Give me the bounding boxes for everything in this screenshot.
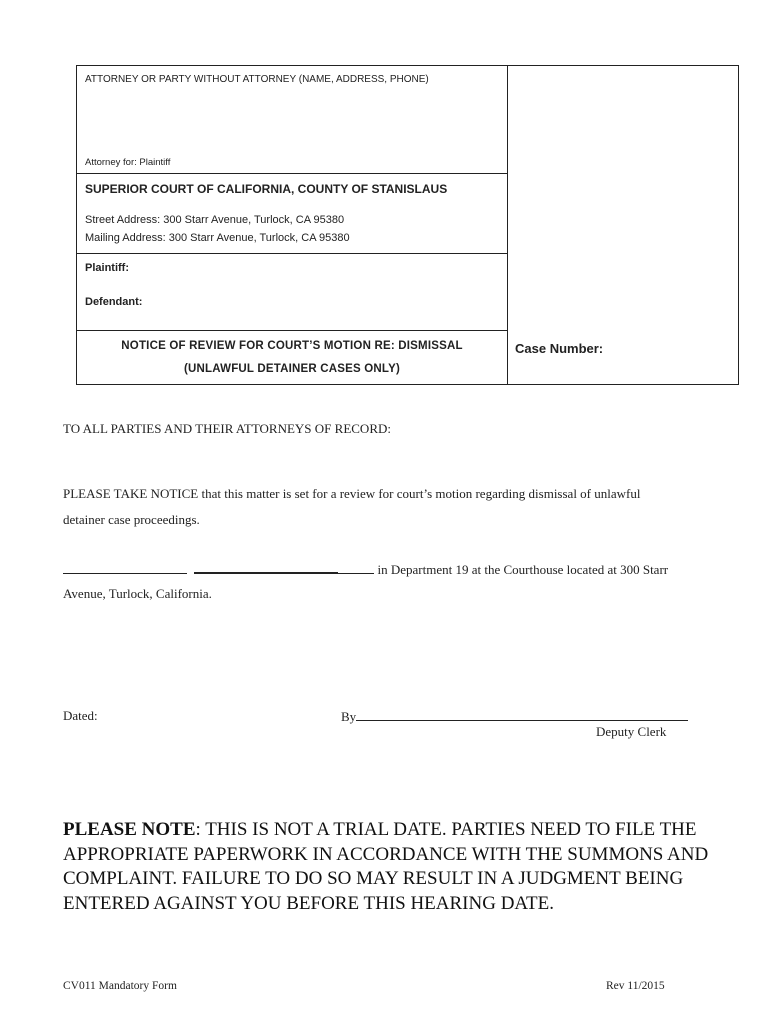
location-line2: Avenue, Turlock, California. [63,586,212,601]
notice-line2: detainer case proceedings. [63,512,200,527]
dated-label: Dated: [63,708,98,723]
hearing-location-text: in Department 19 at the Courthouse located at 300 Starr [374,562,669,577]
please-note-block [63,818,713,916]
notice-line1: PLEASE TAKE NOTICE that this matter is set for a review for court’s motion regarding dismissal of unlawful [63,486,641,501]
by-label: By [341,709,357,724]
signer-title: Deputy Clerk [596,724,667,739]
mailing-address: Mailing Address: 300 Starr Avenue, Turlock, CA 95380 [85,232,350,244]
plaintiff-label: Plaintiff: [85,262,129,274]
hearing-time-blank-tail[interactable] [338,561,374,574]
defendant-label: Defendant: [85,296,143,308]
form-title-line2: (UNLAWFUL DETAINER CASES ONLY) [184,363,400,375]
form-title-line1: NOTICE OF REVIEW FOR COURT’S MOTION RE: DISMISSAL [121,340,463,352]
attorney-label: ATTORNEY OR PARTY WITHOUT ATTORNEY (NAME, ADDRESS, PHONE) [85,74,429,85]
caption-divider-parties [77,330,507,331]
salutation: TO ALL PARTIES AND THEIR ATTORNEYS OF RECORD: [63,421,391,436]
caption-divider-attorney [77,173,507,174]
signature-line [341,708,688,725]
hearing-time-blank[interactable] [194,560,338,574]
form-id: CV011 Mandatory Form [63,980,177,992]
street-address: Street Address: 300 Starr Avenue, Turlock, CA 95380 [85,214,345,226]
caption-box [76,65,739,385]
caption-divider-court [77,253,507,254]
attorney-for: Attorney for: Plaintiff [85,157,171,168]
court-name: SUPERIOR COURT OF CALIFORNIA, COUNTY OF STANISLAUS [85,182,448,196]
case-number-label: Case Number: [515,341,604,356]
hearing-date-blank[interactable] [63,561,187,574]
revision-date: Rev 11/2015 [606,980,665,992]
hearing-line [63,560,668,578]
caption-divider-vertical [507,66,508,384]
please-note-lead: PLEASE NOTE [63,819,196,840]
please-note-text: : THIS IS NOT A TRIAL DATE. PARTIES NEED TO FILE THE APPROPRIATE PAPERWORK IN ACCORDANCE WITH THE SUMMONS AND COMPLAINT. FAILURE TO DO SO MAY RESULT IN A JUDGMENT BEING ENTERED AGAINST YOU BEFORE THIS HEARING DATE. [63,819,709,914]
signature-blank[interactable] [356,708,688,721]
